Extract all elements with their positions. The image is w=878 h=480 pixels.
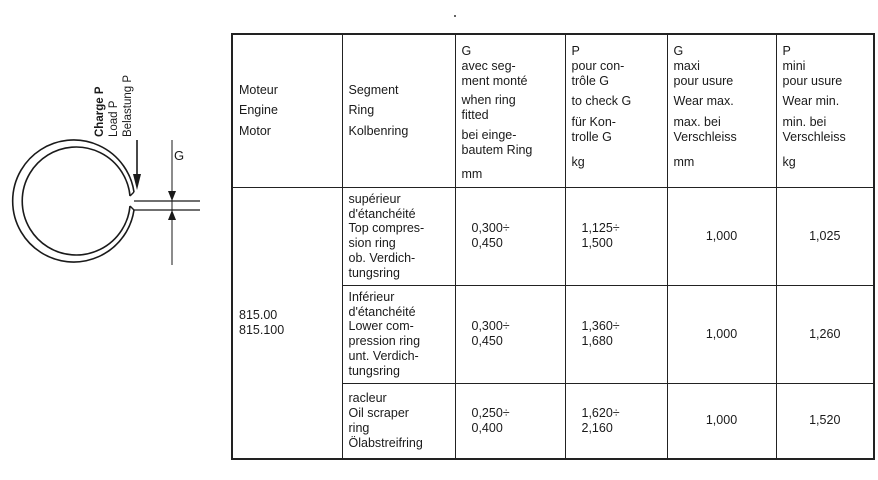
table-row — [232, 187, 874, 285]
header-p-min: P mini pour usure Wear min. min. bei Verschleiss kg — [776, 34, 874, 187]
ring-outer-arc — [13, 140, 134, 262]
force-label-en: Load P — [108, 100, 120, 137]
g-fitted-cell: 0,300÷ 0,450 — [455, 187, 565, 285]
dot-mark — [454, 15, 456, 17]
p-check-cell: 1,620÷ 2,160 — [565, 383, 667, 459]
header-p-check: P pour con- trôle G to check G für Kon- trolle G kg — [565, 34, 667, 187]
table-header-row — [232, 34, 874, 187]
force-arrowhead — [133, 174, 141, 190]
engine-models-cell: 815.00 815.100 — [232, 187, 342, 459]
header-segment: Segment Ring Kolbenring — [342, 34, 455, 187]
header-g-max: G maxi pour usure Wear max. max. bei Verschleiss mm — [667, 34, 776, 187]
g-max-cell: 1,000 — [667, 285, 776, 383]
header-engine: Moteur Engine Motor — [232, 34, 342, 187]
header-g-fitted: G avec seg- ment monté when ring fitted bei einge- bautem Ring mm — [455, 34, 565, 187]
segment-cell: racleur Oil scraper ring Ölabstreifring — [342, 383, 455, 459]
p-min-cell: 1,025 — [776, 187, 874, 285]
p-check-cell: 1,360÷ 1,680 — [565, 285, 667, 383]
g-max-cell: 1,000 — [667, 383, 776, 459]
p-min-cell: 1,520 — [776, 383, 874, 459]
gap-label: G — [174, 148, 185, 163]
g-max-cell: 1,000 — [667, 187, 776, 285]
p-min-cell: 1,260 — [776, 285, 874, 383]
ring-specification-table — [231, 33, 875, 460]
piston-ring-diagram — [0, 0, 230, 480]
g-fitted-cell: 0,250÷ 0,400 — [455, 383, 565, 459]
force-label-de: Belastung P — [122, 74, 134, 137]
g-fitted-cell: 0,300÷ 0,450 — [455, 285, 565, 383]
ring-inner-arc — [22, 147, 130, 255]
segment-cell: supérieur d'étanchéité Top compres- sion ring ob. Verdich- tungsring — [342, 187, 455, 285]
segment-cell: Inférieur d'étanchéité Lower com- pression ring unt. Verdich- tungsring — [342, 285, 455, 383]
force-label-fr: Charge P — [94, 86, 106, 137]
p-check-cell: 1,125÷ 1,500 — [565, 187, 667, 285]
